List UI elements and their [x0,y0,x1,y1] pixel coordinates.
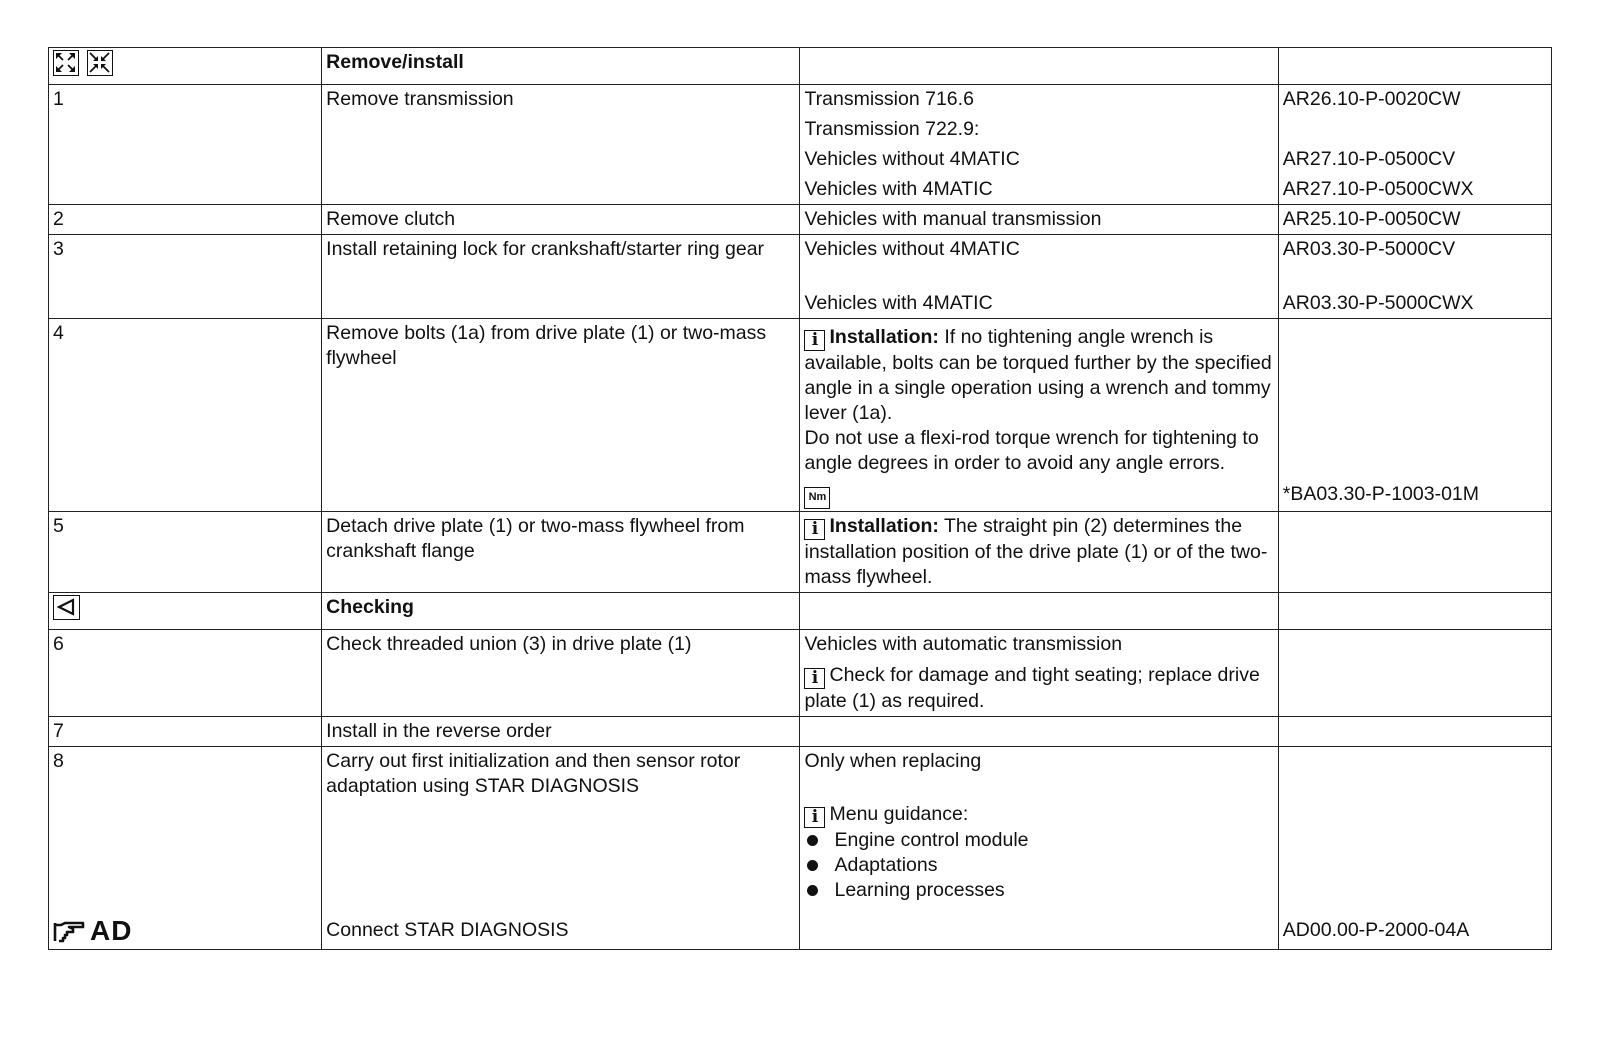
table-row [49,717,1552,747]
info-icon: i [804,668,825,689]
menu-label: Menu guidance: [829,803,969,825]
note-line: Vehicles with 4MATIC [804,292,993,314]
table-row-header [49,48,1552,85]
step-refs [1278,85,1551,205]
step-action: Remove transmission [322,85,800,205]
table-row-section [49,593,1552,630]
collapse-arrows-icon[interactable] [87,50,113,76]
note-text-2: Do not use a flexi-rod torque wrench for tightening to angle degrees in order to avoid any angle errors. [804,427,1259,474]
check-note [804,663,1273,714]
instruction-table [48,47,1552,950]
menu-item: Engine control module [804,828,1273,853]
reference-link[interactable]: AR27.10-P-0500CV [1282,148,1456,170]
reference-link[interactable]: AR03.30-P-5000CV [1282,238,1456,260]
step-action-cell [322,747,800,950]
step-number: 8 [53,750,64,772]
bullet-icon [807,835,818,846]
step-action: Detach drive plate (1) or two-mass flywheel from crankshaft flange [322,512,800,593]
reference-link[interactable]: AR03.30-P-5000CWX [1282,292,1474,314]
step-refs [1278,319,1551,512]
star-diagnosis-ad-icon[interactable] [53,915,133,946]
table-row [49,235,1552,319]
note-text: The straight pin (2) determines the installation position of the drive plate (1) or of the two-mass flywheel. [804,515,1268,588]
reference-link[interactable]: AR25.10-P-0050CW [1278,205,1551,235]
note-line: Only when replacing [804,750,982,772]
step-action: Install in the reverse order [322,717,800,747]
expand-arrows-icon[interactable] [53,50,79,76]
bullet-icon [807,860,818,871]
step-action: Check threaded union (3) in drive plate (1) [322,630,800,717]
step-notes [800,235,1278,319]
check-triangle-icon [53,595,80,620]
installation-note [804,325,1273,426]
table-row [49,512,1552,593]
note-line: Transmission 716.6 [804,88,974,110]
step-refs [1278,747,1551,950]
reference-link[interactable]: *BA03.30-P-1003-01M [1282,483,1479,505]
step-action: Carry out first initialization and then sensor rotor adaptation using STAR DIAGNOSIS [326,750,741,797]
step-notes [800,319,1278,512]
note-lead: Installation: [829,515,939,537]
step-number: 4 [49,319,322,512]
step-number: 6 [49,630,322,717]
note-text: Check for damage and tight seating; replace drive plate (1) as required. [804,664,1260,712]
checking-icon-cell [49,593,322,630]
step-number: 3 [49,235,322,319]
step-note: Vehicles with manual transmission [800,205,1278,235]
ad-label: AD [90,915,133,946]
step-notes [800,85,1278,205]
step-refs [1278,235,1551,319]
table-row [49,630,1552,717]
step-number-cell [49,747,322,950]
note-line: Vehicles with 4MATIC [804,178,993,200]
info-icon: i [804,807,825,828]
table-row [49,205,1552,235]
reference-link[interactable]: AR26.10-P-0020CW [1282,88,1461,110]
menu-item: Adaptations [804,853,1273,878]
note-text: If no tightening angle wrench is available, bolts can be torqued further by the specified angle in a single operation using a wrench and tommy lever (1a). [804,326,1272,424]
pointing-hand-icon [53,919,87,943]
note-lead: Installation: [829,326,939,348]
menu-guidance [804,802,1273,828]
step-action: Remove bolts (1a) from drive plate (1) or two-mass flywheel [322,319,800,512]
section-title-checking: Checking [322,593,800,630]
installation-note [804,514,1273,590]
sub-action: Connect STAR DIAGNOSIS [326,919,569,941]
step-notes [800,747,1278,950]
expand-collapse-icons [49,48,322,85]
step-action: Install retaining lock for crankshaft/starter ring gear [322,235,800,319]
reference-link[interactable]: AR27.10-P-0500CWX [1282,178,1474,200]
note-line: Vehicles without 4MATIC [804,148,1020,170]
torque-nm-icon[interactable]: Nm [804,487,830,509]
note-line: Vehicles with automatic transmission [804,633,1123,655]
menu-item: Learning processes [804,878,1273,903]
note-line: Transmission 722.9: [804,118,980,140]
table-row [49,747,1552,950]
step-number: 5 [49,512,322,593]
step-notes [800,512,1278,593]
step-number: 1 [49,85,322,205]
bullet-icon [807,885,818,896]
step-number: 7 [49,717,322,747]
reference-link[interactable]: AD00.00-P-2000-04A [1282,919,1470,941]
step-notes [800,630,1278,717]
step-action: Remove clutch [322,205,800,235]
info-icon: i [804,519,825,540]
table-row [49,319,1552,512]
note-line: Vehicles without 4MATIC [804,238,1020,260]
repair-instructions-sheet [48,47,1552,950]
step-number: 2 [49,205,322,235]
table-row [49,85,1552,205]
section-title-remove-install: Remove/install [322,48,800,85]
info-icon: i [804,330,825,351]
